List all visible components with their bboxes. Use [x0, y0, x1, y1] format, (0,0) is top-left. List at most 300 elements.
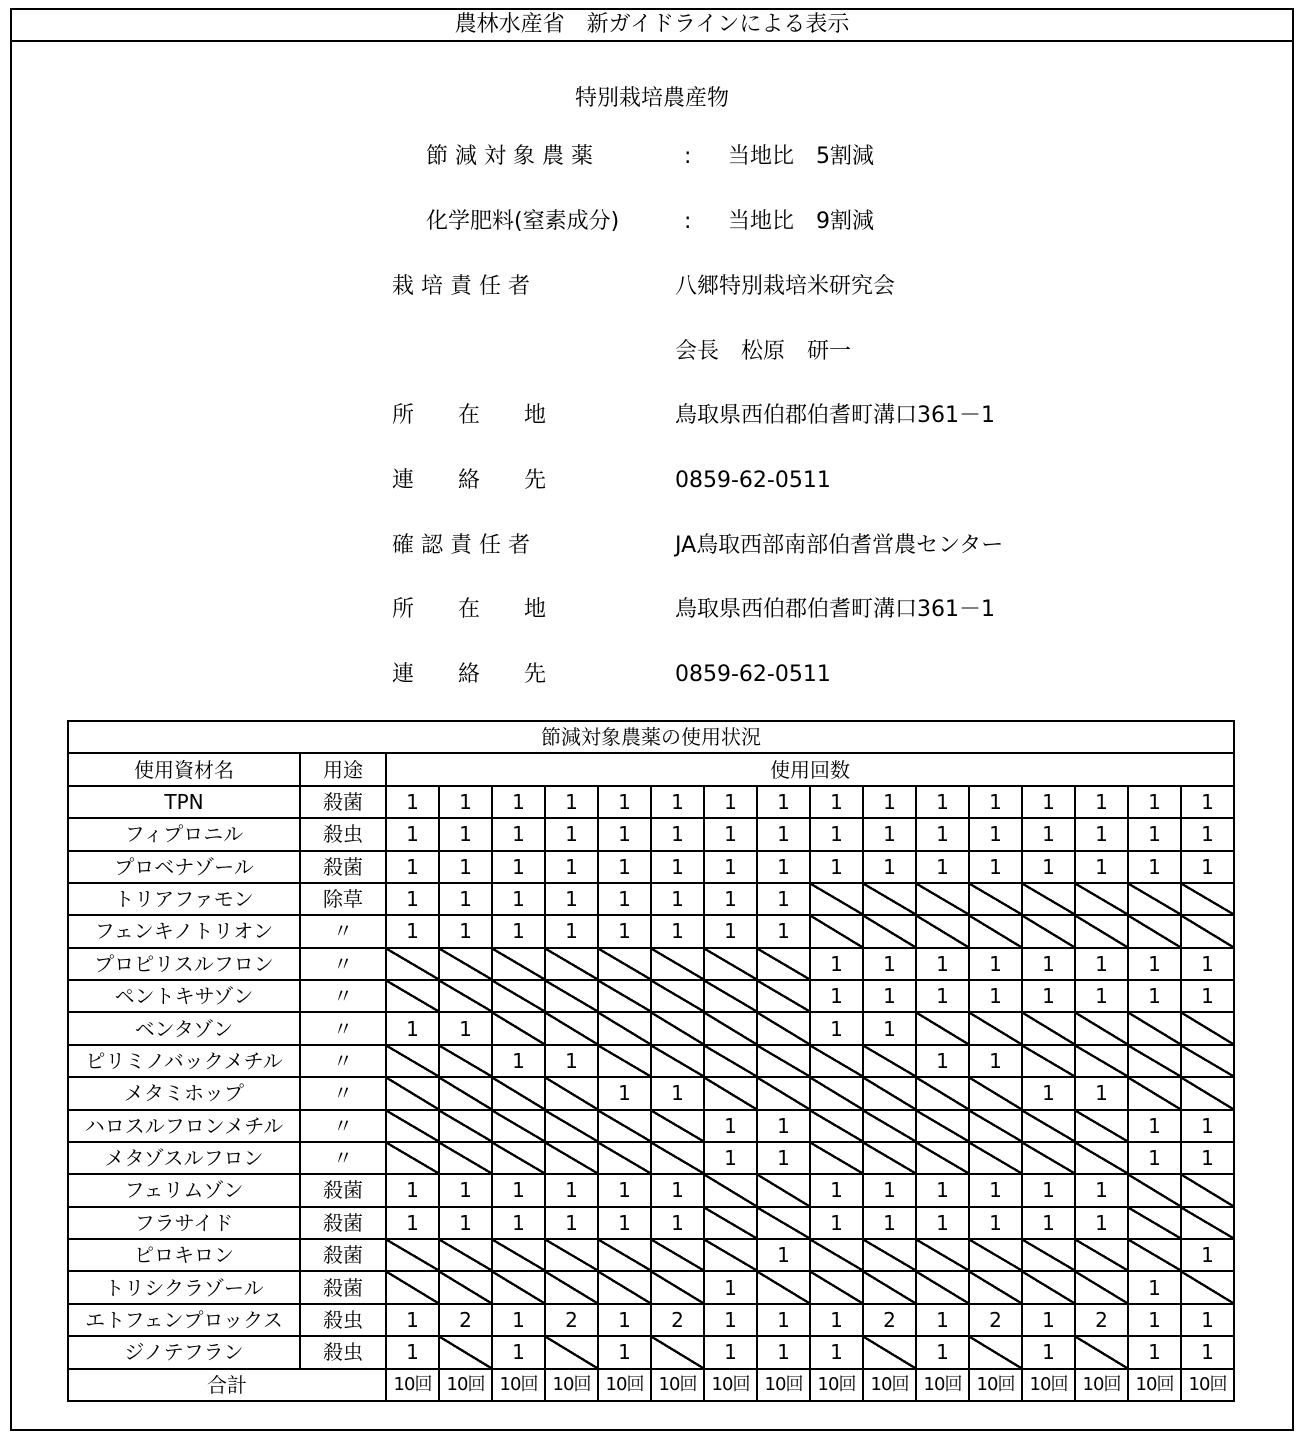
table-row	[68, 948, 1234, 980]
count-cell: 1	[916, 1207, 969, 1239]
confirmer-address-value: 鳥取県西伯郡伯耆町溝口361－1	[675, 597, 995, 622]
table-row	[68, 1207, 1234, 1239]
count-cell: 1	[492, 883, 545, 915]
not-applicable-cell	[1022, 915, 1075, 947]
count-cell: 1	[704, 851, 757, 883]
count-cell: 1	[757, 786, 810, 818]
count-cell: 1	[1181, 1336, 1234, 1368]
not-applicable-cell	[439, 1271, 492, 1303]
count-cell: 1	[969, 818, 1022, 850]
total-cell: 10回	[439, 1369, 492, 1402]
not-applicable-cell	[651, 1110, 704, 1142]
not-applicable-cell	[810, 1142, 863, 1174]
count-cell: 1	[757, 1336, 810, 1368]
material-name-cell: メタミホップ	[68, 1077, 300, 1109]
count-cell: 1	[757, 1110, 810, 1142]
not-applicable-cell	[1128, 1012, 1181, 1044]
count-cell: 1	[916, 980, 969, 1012]
total-cell: 10回	[810, 1369, 863, 1402]
not-applicable-cell	[916, 1271, 969, 1303]
not-applicable-cell	[1128, 1077, 1181, 1109]
count-cell: 1	[916, 786, 969, 818]
count-cell: 1	[386, 818, 439, 850]
not-applicable-cell	[386, 1045, 439, 1077]
not-applicable-cell	[1128, 915, 1181, 947]
not-applicable-cell	[757, 1174, 810, 1206]
count-cell: 1	[757, 818, 810, 850]
producer-label: 栽 培 責 任 者	[392, 274, 530, 299]
confirmer-org: JA鳥取西部南部伯耆営農センター	[675, 533, 1004, 558]
material-name-cell: ハロスルフロンメチル	[68, 1110, 300, 1142]
count-cell: 1	[386, 915, 439, 947]
purpose-cell: 殺虫	[300, 818, 386, 850]
count-cell: 1	[1128, 1110, 1181, 1142]
count-cell: 1	[704, 818, 757, 850]
not-applicable-cell	[969, 1239, 1022, 1271]
count-cell: 1	[1075, 1077, 1128, 1109]
count-cell: 1	[545, 1207, 598, 1239]
count-cell: 1	[810, 948, 863, 980]
count-cell: 1	[969, 1207, 1022, 1239]
count-cell: 1	[386, 851, 439, 883]
count-cell: 1	[598, 883, 651, 915]
purpose-cell: 殺虫	[300, 1336, 386, 1368]
not-applicable-cell	[1075, 1239, 1128, 1271]
count-cell: 1	[757, 1239, 810, 1271]
count-cell: 1	[492, 1045, 545, 1077]
total-label: 合計	[68, 1369, 386, 1402]
not-applicable-cell	[651, 1045, 704, 1077]
not-applicable-cell	[1128, 1045, 1181, 1077]
count-cell: 1	[651, 1207, 704, 1239]
total-cell: 10回	[598, 1369, 651, 1402]
count-cell: 1	[1022, 851, 1075, 883]
count-cell: 1	[757, 1142, 810, 1174]
not-applicable-cell	[1075, 1271, 1128, 1303]
count-cell: 1	[651, 883, 704, 915]
not-applicable-cell	[1181, 1174, 1234, 1206]
count-cell: 1	[1128, 1304, 1181, 1336]
not-applicable-cell	[969, 883, 1022, 915]
material-name-cell: フラサイド	[68, 1207, 300, 1239]
not-applicable-cell	[916, 1239, 969, 1271]
table-row	[68, 1271, 1234, 1303]
not-applicable-cell	[439, 1045, 492, 1077]
not-applicable-cell	[545, 1336, 598, 1368]
material-name-cell: フィプロニル	[68, 818, 300, 850]
fertilizer-label: 化学肥料(窒素成分)	[426, 209, 620, 234]
not-applicable-cell	[545, 1012, 598, 1044]
count-cell: 1	[1128, 1336, 1181, 1368]
not-applicable-cell	[704, 948, 757, 980]
count-cell: 1	[651, 1174, 704, 1206]
count-cell: 1	[1128, 851, 1181, 883]
count-cell: 1	[598, 786, 651, 818]
not-applicable-cell	[651, 1012, 704, 1044]
not-applicable-cell	[863, 1271, 916, 1303]
total-row	[68, 1369, 1234, 1402]
count-cell: 1	[386, 1336, 439, 1368]
count-cell: 1	[598, 915, 651, 947]
count-cell: 1	[492, 786, 545, 818]
not-applicable-cell	[439, 1336, 492, 1368]
count-cell: 1	[704, 883, 757, 915]
material-name-cell: ペントキサゾン	[68, 980, 300, 1012]
count-cell: 1	[1181, 1110, 1234, 1142]
count-cell: 1	[810, 851, 863, 883]
total-cell: 10回	[969, 1369, 1022, 1402]
not-applicable-cell	[810, 883, 863, 915]
total-cell: 10回	[1128, 1369, 1181, 1402]
count-cell: 1	[1022, 980, 1075, 1012]
not-applicable-cell	[863, 1336, 916, 1368]
confirmer-label: 確 認 責 任 者	[392, 533, 530, 558]
count-cell: 1	[439, 818, 492, 850]
not-applicable-cell	[863, 1110, 916, 1142]
not-applicable-cell	[651, 1336, 704, 1368]
not-applicable-cell	[757, 1077, 810, 1109]
material-name-cell: ピロキロン	[68, 1239, 300, 1271]
not-applicable-cell	[439, 948, 492, 980]
not-applicable-cell	[810, 1077, 863, 1109]
not-applicable-cell	[1181, 1207, 1234, 1239]
count-cell: 1	[704, 1142, 757, 1174]
not-applicable-cell	[386, 980, 439, 1012]
not-applicable-cell	[492, 1239, 545, 1271]
count-cell: 1	[439, 786, 492, 818]
count-cell: 1	[757, 1304, 810, 1336]
count-cell: 1	[1181, 1304, 1234, 1336]
count-cell: 1	[492, 1304, 545, 1336]
count-cell: 2	[969, 1304, 1022, 1336]
not-applicable-cell	[704, 1077, 757, 1109]
count-cell: 1	[386, 883, 439, 915]
purpose-cell: 殺菌	[300, 851, 386, 883]
not-applicable-cell	[492, 1077, 545, 1109]
total-cell: 10回	[704, 1369, 757, 1402]
purpose-cell: 殺菌	[300, 1207, 386, 1239]
count-cell: 1	[916, 818, 969, 850]
table-row	[68, 1045, 1234, 1077]
not-applicable-cell	[757, 1045, 810, 1077]
count-cell: 1	[863, 948, 916, 980]
count-cell: 1	[916, 1045, 969, 1077]
count-cell: 1	[810, 1336, 863, 1368]
count-cell: 1	[492, 1336, 545, 1368]
not-applicable-cell	[651, 1142, 704, 1174]
material-name-cell: プロベナゾール	[68, 851, 300, 883]
count-cell: 1	[1075, 980, 1128, 1012]
not-applicable-cell	[598, 1045, 651, 1077]
col-header-material: 使用資材名	[68, 753, 300, 785]
not-applicable-cell	[916, 1077, 969, 1109]
material-name-cell: エトフェンプロックス	[68, 1304, 300, 1336]
count-cell: 1	[439, 915, 492, 947]
count-cell: 1	[863, 980, 916, 1012]
not-applicable-cell	[598, 1012, 651, 1044]
count-cell: 1	[1181, 786, 1234, 818]
producer-representative: 会長 松原 研一	[675, 339, 852, 364]
not-applicable-cell	[810, 1110, 863, 1142]
count-cell: 1	[439, 883, 492, 915]
confirmer-contact-label: 連 絡 先	[392, 662, 547, 687]
count-cell: 1	[969, 851, 1022, 883]
table-row	[68, 1142, 1234, 1174]
purpose-cell: 〃	[300, 948, 386, 980]
count-cell: 1	[863, 1012, 916, 1044]
not-applicable-cell	[1075, 1012, 1128, 1044]
table-row	[68, 1110, 1234, 1142]
count-cell: 1	[969, 1174, 1022, 1206]
count-cell: 1	[1128, 1142, 1181, 1174]
count-cell: 1	[545, 915, 598, 947]
not-applicable-cell	[1128, 883, 1181, 915]
not-applicable-cell	[1181, 1271, 1234, 1303]
not-applicable-cell	[704, 1207, 757, 1239]
not-applicable-cell	[1075, 1142, 1128, 1174]
purpose-cell: 〃	[300, 1012, 386, 1044]
not-applicable-cell	[863, 883, 916, 915]
purpose-cell: 殺菌	[300, 1271, 386, 1303]
document-subtitle: 特別栽培農産物	[574, 86, 729, 111]
not-applicable-cell	[598, 1239, 651, 1271]
col-header-count: 使用回数	[386, 753, 1234, 785]
count-cell: 1	[439, 1012, 492, 1044]
purpose-cell: 〃	[300, 980, 386, 1012]
count-cell: 1	[1181, 818, 1234, 850]
material-name-cell: ジノテフラン	[68, 1336, 300, 1368]
count-cell: 1	[545, 1045, 598, 1077]
purpose-cell: 殺虫	[300, 1304, 386, 1336]
not-applicable-cell	[1022, 883, 1075, 915]
purpose-cell: 〃	[300, 1110, 386, 1142]
count-cell: 2	[545, 1304, 598, 1336]
not-applicable-cell	[492, 1142, 545, 1174]
purpose-cell: 〃	[300, 1142, 386, 1174]
count-cell: 1	[651, 851, 704, 883]
count-cell: 1	[1128, 818, 1181, 850]
count-cell: 1	[1128, 980, 1181, 1012]
count-cell: 1	[1022, 1077, 1075, 1109]
not-applicable-cell	[651, 1239, 704, 1271]
material-name-cell: プロピリスルフロン	[68, 948, 300, 980]
count-cell: 1	[810, 1174, 863, 1206]
table-row	[68, 1174, 1234, 1206]
count-cell: 1	[704, 786, 757, 818]
not-applicable-cell	[1128, 1239, 1181, 1271]
not-applicable-cell	[704, 1239, 757, 1271]
count-cell: 1	[810, 1304, 863, 1336]
total-cell: 10回	[386, 1369, 439, 1402]
confirmer-address-label: 所 在 地	[392, 597, 547, 622]
material-name-cell: フェリムゾン	[68, 1174, 300, 1206]
col-header-purpose: 用途	[300, 753, 386, 785]
table-title-row	[68, 721, 1234, 753]
count-cell: 1	[1022, 1304, 1075, 1336]
contact-label: 連 絡 先	[392, 468, 547, 493]
count-cell: 1	[386, 1012, 439, 1044]
total-cell: 10回	[651, 1369, 704, 1402]
not-applicable-cell	[916, 1012, 969, 1044]
total-cell: 10回	[863, 1369, 916, 1402]
not-applicable-cell	[386, 1239, 439, 1271]
count-cell: 1	[545, 818, 598, 850]
count-cell: 1	[492, 851, 545, 883]
total-cell: 10回	[757, 1369, 810, 1402]
not-applicable-cell	[810, 915, 863, 947]
count-cell: 1	[757, 915, 810, 947]
count-cell: 1	[1075, 1174, 1128, 1206]
not-applicable-cell	[969, 1110, 1022, 1142]
count-cell: 1	[1128, 948, 1181, 980]
count-cell: 1	[1075, 1207, 1128, 1239]
not-applicable-cell	[1075, 1336, 1128, 1368]
not-applicable-cell	[545, 1239, 598, 1271]
purpose-cell: 〃	[300, 915, 386, 947]
not-applicable-cell	[1181, 1012, 1234, 1044]
count-cell: 1	[1128, 786, 1181, 818]
count-cell: 1	[598, 1077, 651, 1109]
not-applicable-cell	[1022, 1045, 1075, 1077]
count-cell: 1	[1022, 1174, 1075, 1206]
not-applicable-cell	[863, 915, 916, 947]
count-cell: 1	[651, 915, 704, 947]
not-applicable-cell	[969, 1142, 1022, 1174]
table-row	[68, 1012, 1234, 1044]
not-applicable-cell	[757, 1207, 810, 1239]
not-applicable-cell	[916, 915, 969, 947]
not-applicable-cell	[1022, 1012, 1075, 1044]
not-applicable-cell	[916, 1142, 969, 1174]
total-cell: 10回	[545, 1369, 598, 1402]
count-cell: 1	[651, 1077, 704, 1109]
address-label: 所 在 地	[392, 403, 547, 428]
header-title: 農林水産省 新ガイドラインによる表示	[12, 10, 1292, 42]
not-applicable-cell	[863, 1045, 916, 1077]
not-applicable-cell	[1075, 1110, 1128, 1142]
count-cell: 1	[1022, 786, 1075, 818]
material-name-cell: フェンキノトリオン	[68, 915, 300, 947]
count-cell: 1	[598, 1304, 651, 1336]
not-applicable-cell	[704, 980, 757, 1012]
count-cell: 1	[1075, 851, 1128, 883]
not-applicable-cell	[1181, 1045, 1234, 1077]
not-applicable-cell	[598, 948, 651, 980]
count-cell: 1	[704, 1271, 757, 1303]
not-applicable-cell	[969, 915, 1022, 947]
not-applicable-cell	[969, 1271, 1022, 1303]
not-applicable-cell	[386, 1077, 439, 1109]
pesticide-colon: :	[684, 144, 692, 169]
not-applicable-cell	[545, 948, 598, 980]
not-applicable-cell	[1022, 1271, 1075, 1303]
not-applicable-cell	[651, 948, 704, 980]
not-applicable-cell	[969, 1012, 1022, 1044]
purpose-cell: 殺菌	[300, 786, 386, 818]
count-cell: 1	[916, 851, 969, 883]
not-applicable-cell	[1022, 1239, 1075, 1271]
pesticide-value: 当地比 5割減	[728, 144, 874, 169]
count-cell: 1	[1022, 1207, 1075, 1239]
count-cell: 2	[439, 1304, 492, 1336]
purpose-cell: 〃	[300, 1077, 386, 1109]
count-cell: 1	[598, 1207, 651, 1239]
material-name-cell: トリシクラゾール	[68, 1271, 300, 1303]
not-applicable-cell	[1022, 1142, 1075, 1174]
count-cell: 1	[598, 851, 651, 883]
not-applicable-cell	[492, 1271, 545, 1303]
material-name-cell: ピリミノバックメチル	[68, 1045, 300, 1077]
total-cell: 10回	[1075, 1369, 1128, 1402]
count-cell: 1	[757, 883, 810, 915]
count-cell: 2	[651, 1304, 704, 1336]
pesticide-label: 節 減 対 象 農 薬	[426, 144, 593, 169]
count-cell: 1	[810, 980, 863, 1012]
count-cell: 1	[704, 915, 757, 947]
contact-value: 0859-62-0511	[675, 468, 831, 493]
fertilizer-colon: :	[684, 209, 692, 234]
count-cell: 1	[598, 818, 651, 850]
count-cell: 2	[863, 1304, 916, 1336]
not-applicable-cell	[1022, 1110, 1075, 1142]
not-applicable-cell	[757, 980, 810, 1012]
not-applicable-cell	[598, 1271, 651, 1303]
count-cell: 1	[1075, 818, 1128, 850]
table-row	[68, 980, 1234, 1012]
not-applicable-cell	[863, 1142, 916, 1174]
count-cell: 1	[863, 1207, 916, 1239]
producer-org: 八郷特別栽培米研究会	[675, 274, 896, 299]
count-cell: 1	[863, 818, 916, 850]
count-cell: 1	[386, 1174, 439, 1206]
count-cell: 1	[863, 1174, 916, 1206]
not-applicable-cell	[810, 1271, 863, 1303]
table-row	[68, 851, 1234, 883]
table-row	[68, 883, 1234, 915]
not-applicable-cell	[810, 1239, 863, 1271]
count-cell: 1	[439, 1207, 492, 1239]
count-cell: 1	[704, 1304, 757, 1336]
not-applicable-cell	[757, 1012, 810, 1044]
count-cell: 1	[492, 1207, 545, 1239]
address-value: 鳥取県西伯郡伯耆町溝口361－1	[675, 403, 995, 428]
fertilizer-value: 当地比 9割減	[728, 209, 874, 234]
count-cell: 1	[916, 1304, 969, 1336]
purpose-cell: 殺菌	[300, 1174, 386, 1206]
count-cell: 1	[492, 818, 545, 850]
count-cell: 1	[492, 915, 545, 947]
material-name-cell: メタゾスルフロン	[68, 1142, 300, 1174]
table-row	[68, 1239, 1234, 1271]
not-applicable-cell	[439, 1110, 492, 1142]
count-cell: 1	[651, 786, 704, 818]
not-applicable-cell	[386, 1142, 439, 1174]
count-cell: 1	[1181, 948, 1234, 980]
not-applicable-cell	[704, 1174, 757, 1206]
count-cell: 1	[757, 851, 810, 883]
not-applicable-cell	[545, 1271, 598, 1303]
not-applicable-cell	[651, 980, 704, 1012]
count-cell: 1	[598, 1174, 651, 1206]
table-title: 節減対象農薬の使用状況	[68, 721, 1234, 753]
not-applicable-cell	[545, 1077, 598, 1109]
not-applicable-cell	[969, 1077, 1022, 1109]
count-cell: 1	[1128, 1271, 1181, 1303]
table-row	[68, 1077, 1234, 1109]
not-applicable-cell	[757, 1271, 810, 1303]
count-cell: 1	[492, 1174, 545, 1206]
table-header-row	[68, 753, 1234, 785]
